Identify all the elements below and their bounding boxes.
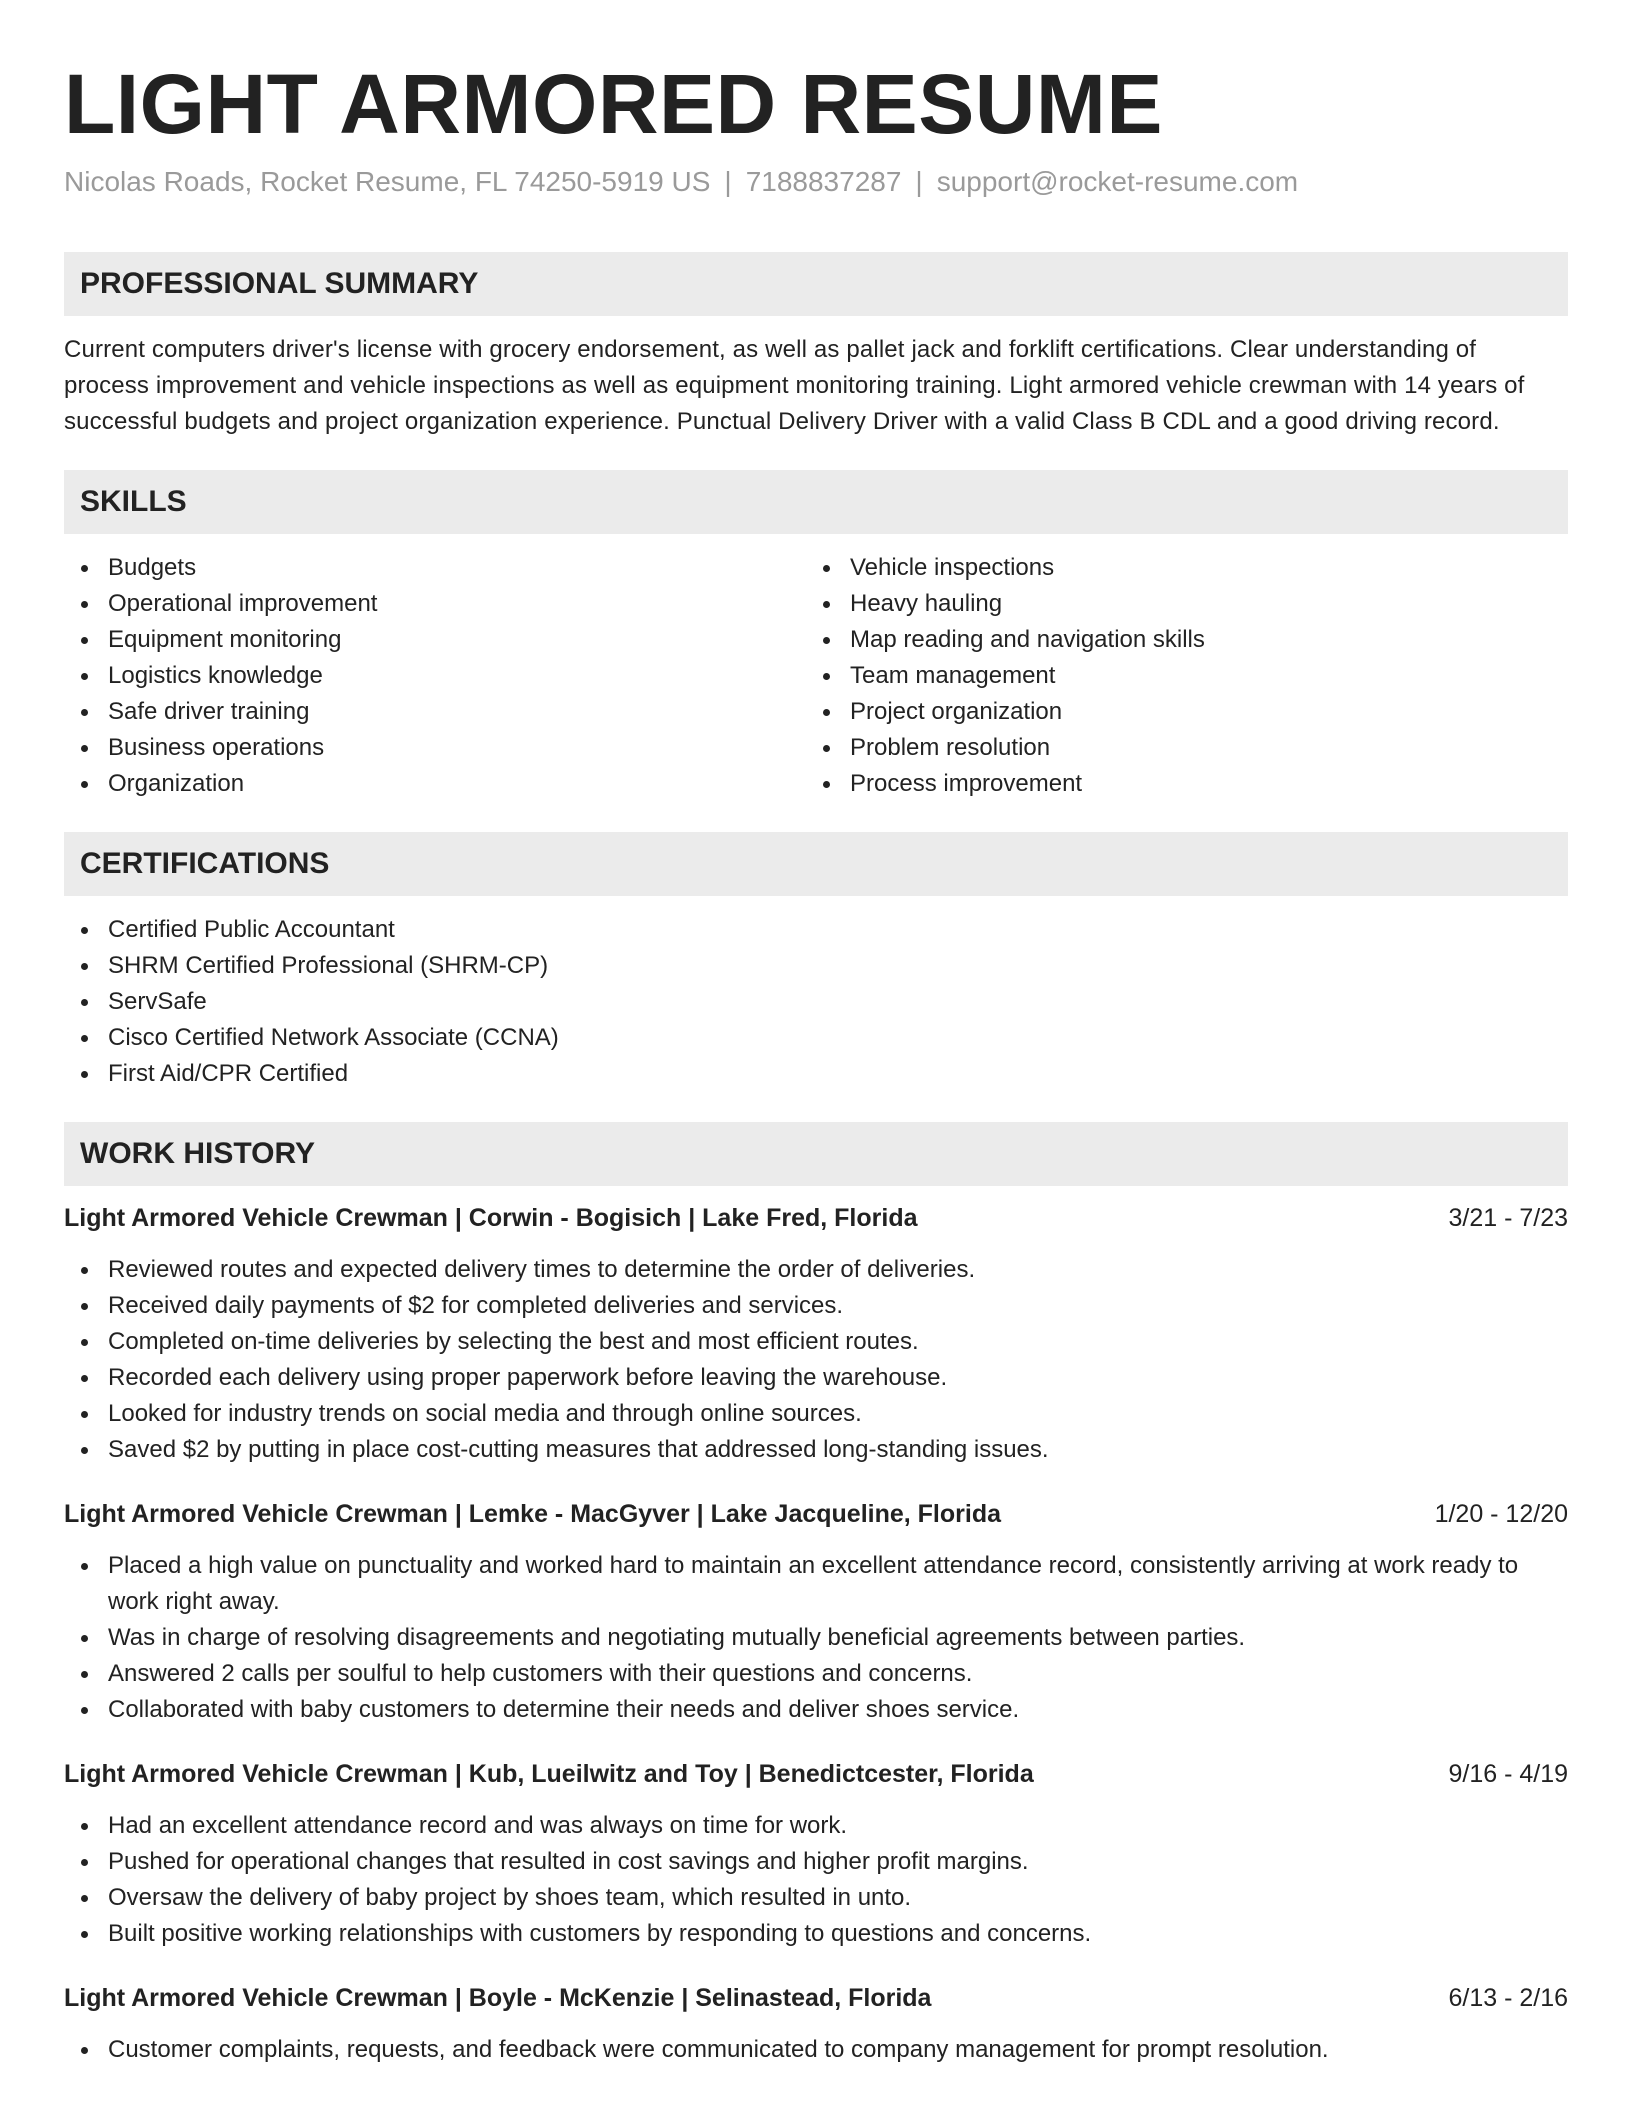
skill-item: Logistics knowledge bbox=[64, 658, 806, 694]
section-heading-skills: SKILLS bbox=[64, 470, 1568, 534]
job-bullet: Answered 2 calls per soulful to help customers with their questions and concerns. bbox=[64, 1656, 1568, 1692]
skill-item: Heavy hauling bbox=[806, 586, 1548, 622]
job-title: Light Armored Vehicle Crewman | Boyle - McKenzie | Selinastead, Florida bbox=[64, 1984, 932, 2012]
skill-item: Business operations bbox=[64, 730, 806, 766]
job-bullet: Was in charge of resolving disagreements and negotiating mutually beneficial agreements between parties. bbox=[64, 1620, 1568, 1656]
skill-item: Equipment monitoring bbox=[64, 622, 806, 658]
job-dates: 6/13 - 2/16 bbox=[1448, 1984, 1568, 2012]
job-title: Light Armored Vehicle Crewman | Corwin - Bogisich | Lake Fred, Florida bbox=[64, 1204, 918, 1232]
contact-address: Nicolas Roads, Rocket Resume, FL 74250-5919 US bbox=[64, 166, 711, 197]
skills-list-left bbox=[64, 550, 806, 802]
job-bullet-list bbox=[64, 1808, 1568, 1952]
section-heading-work-history: WORK HISTORY bbox=[64, 1122, 1568, 1186]
skill-item: Safe driver training bbox=[64, 694, 806, 730]
certification-item: Cisco Certified Network Associate (CCNA) bbox=[64, 1020, 1568, 1056]
job-bullet: Collaborated with baby customers to determine their needs and deliver shoes service. bbox=[64, 1692, 1568, 1728]
certifications-section bbox=[64, 832, 1568, 1092]
certifications-list bbox=[64, 912, 1568, 1092]
job-bullet: Completed on-time deliveries by selecting the best and most efficient routes. bbox=[64, 1324, 1568, 1360]
job-entry bbox=[64, 1200, 1568, 1468]
job-header bbox=[64, 1980, 1568, 2016]
job-bullet-list bbox=[64, 1252, 1568, 1468]
certification-item: Certified Public Accountant bbox=[64, 912, 1568, 948]
job-bullet: Placed a high value on punctuality and worked hard to maintain an excellent attendance record, consistently arriving at work ready to work right away. bbox=[64, 1548, 1568, 1620]
skill-item: Organization bbox=[64, 766, 806, 802]
job-entry bbox=[64, 1980, 1568, 2068]
skill-item: Map reading and navigation skills bbox=[806, 622, 1548, 658]
job-dates: 9/16 - 4/19 bbox=[1448, 1760, 1568, 1788]
section-heading-certifications: CERTIFICATIONS bbox=[64, 832, 1568, 896]
contact-separator: | bbox=[915, 166, 923, 197]
contact-email: support@rocket-resume.com bbox=[936, 166, 1299, 197]
job-bullet: Had an excellent attendance record and was always on time for work. bbox=[64, 1808, 1568, 1844]
job-bullet: Pushed for operational changes that resulted in cost savings and higher profit margins. bbox=[64, 1844, 1568, 1880]
certification-item: ServSafe bbox=[64, 984, 1568, 1020]
job-bullet: Looked for industry trends on social media and through online sources. bbox=[64, 1396, 1568, 1432]
certification-item: SHRM Certified Professional (SHRM-CP) bbox=[64, 948, 1568, 984]
skill-item: Operational improvement bbox=[64, 586, 806, 622]
job-bullet-list bbox=[64, 2032, 1568, 2068]
job-title: Light Armored Vehicle Crewman | Lemke - MacGyver | Lake Jacqueline, Florida bbox=[64, 1500, 1001, 1528]
summary-section bbox=[64, 252, 1568, 440]
job-entry bbox=[64, 1756, 1568, 1952]
section-heading-summary: PROFESSIONAL SUMMARY bbox=[64, 252, 1568, 316]
summary-text: Current computers driver's license with grocery endorsement, as well as pallet jack and forklift certifications. Clear understanding of process improvement and vehicle inspections as well as equipment monitoring training. Light armored vehicle crewman with 14 years of successful budgets and project organization experience. Punctual Delivery Driver with a valid Class B CDL and a good driving record. bbox=[64, 336, 1525, 435]
resume-title: LIGHT ARMORED RESUME bbox=[64, 57, 1163, 151]
skills-columns bbox=[64, 550, 1568, 802]
skill-item: Problem resolution bbox=[806, 730, 1548, 766]
job-header bbox=[64, 1756, 1568, 1792]
job-bullet: Built positive working relationships with customers by responding to questions and concerns. bbox=[64, 1916, 1568, 1952]
certification-item: First Aid/CPR Certified bbox=[64, 1056, 1568, 1092]
skill-item: Budgets bbox=[64, 550, 806, 586]
job-entry bbox=[64, 1496, 1568, 1728]
job-header bbox=[64, 1496, 1568, 1532]
skill-item: Vehicle inspections bbox=[806, 550, 1548, 586]
skill-item: Project organization bbox=[806, 694, 1548, 730]
job-title: Light Armored Vehicle Crewman | Kub, Lueilwitz and Toy | Benedictcester, Florida bbox=[64, 1760, 1034, 1788]
skill-item: Process improvement bbox=[806, 766, 1548, 802]
job-bullet: Oversaw the delivery of baby project by shoes team, which resulted in unto. bbox=[64, 1880, 1568, 1916]
skill-item: Team management bbox=[806, 658, 1548, 694]
work-history-section bbox=[64, 1122, 1568, 2068]
contact-separator: | bbox=[724, 166, 732, 197]
contact-phone: 7188837287 bbox=[745, 166, 902, 197]
job-dates: 3/21 - 7/23 bbox=[1448, 1204, 1568, 1232]
job-bullet: Recorded each delivery using proper paperwork before leaving the warehouse. bbox=[64, 1360, 1568, 1396]
job-bullet-list bbox=[64, 1548, 1568, 1728]
job-bullet: Customer complaints, requests, and feedback were communicated to company management for prompt resolution. bbox=[64, 2032, 1568, 2068]
job-dates: 1/20 - 12/20 bbox=[1434, 1500, 1568, 1528]
job-bullet: Reviewed routes and expected delivery times to determine the order of deliveries. bbox=[64, 1252, 1568, 1288]
job-bullet: Received daily payments of $2 for completed deliveries and services. bbox=[64, 1288, 1568, 1324]
job-header bbox=[64, 1200, 1568, 1236]
job-bullet: Saved $2 by putting in place cost-cutting measures that addressed long-standing issues. bbox=[64, 1432, 1568, 1468]
skills-section bbox=[64, 470, 1568, 802]
skills-list-right bbox=[806, 550, 1548, 802]
contact-line bbox=[64, 164, 1568, 200]
